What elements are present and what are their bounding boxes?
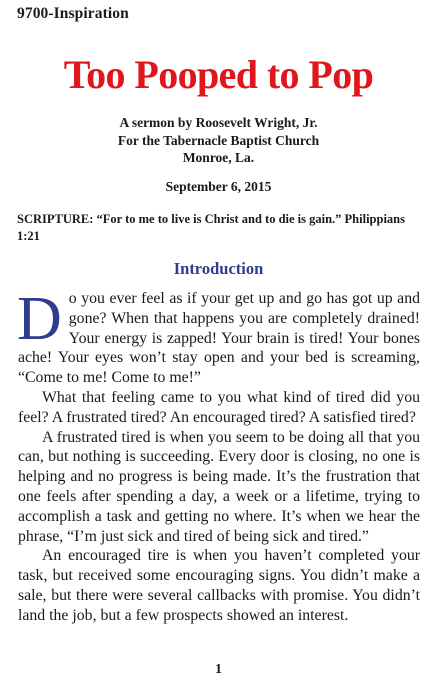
paragraph-3: A frustrated tired is when you seem to be doing all that you can, but nothing is succeeding. Every door is closing, no one is helping and no progress is being made. It’s the frustration that one feels after spending a day, a week or a lifetime, trying to accomplish a task and getting no where. It’s when we hear the phrase, “I’m just sick and tired of being sick and tired.” [18, 428, 420, 545]
sermon-title: Too Pooped to Pop [63, 52, 374, 97]
drop-cap: D [17, 285, 62, 353]
body-text [17, 285, 420, 626]
paragraph-1-text: o you ever feel as if your get up and go has got up and gone? When that happens you are completely drained! Your energy is zapped! Your brain is tired! Your bones ache! Your eyes won’t stay open and your bed is screaming, “Come to me! Come to me!” [18, 290, 420, 387]
section-heading: Introduction [173, 259, 264, 278]
sermon-date: September 6, 2015 [165, 179, 272, 194]
byline-church: For the Tabernacle Baptist Church [117, 132, 320, 148]
document-id: 9700-Inspiration [17, 5, 129, 22]
byline-location: Monroe, La. [182, 150, 255, 165]
page-number: 1 [215, 662, 222, 677]
byline [0, 114, 437, 167]
paragraph-1 [17, 285, 420, 388]
paragraph-2: What that feeling came to you what kind of tired did you feel? A frustrated tired? An encouraged tired? A satisfied tired? [18, 388, 420, 426]
scripture-reference: SCRIPTURE: “For to me to live is Christ and to die is gain.” Philippians 1:21 [17, 212, 406, 243]
paragraph-4: An encouraged tire is when you haven’t completed your task, but received some encouraging signs. You didn’t make a sale, but there were several callbacks with promise. You didn’t land the job, but a few prospects showed an interest. [18, 547, 420, 624]
byline-author: A sermon by Roosevelt Wright, Jr. [119, 115, 318, 130]
